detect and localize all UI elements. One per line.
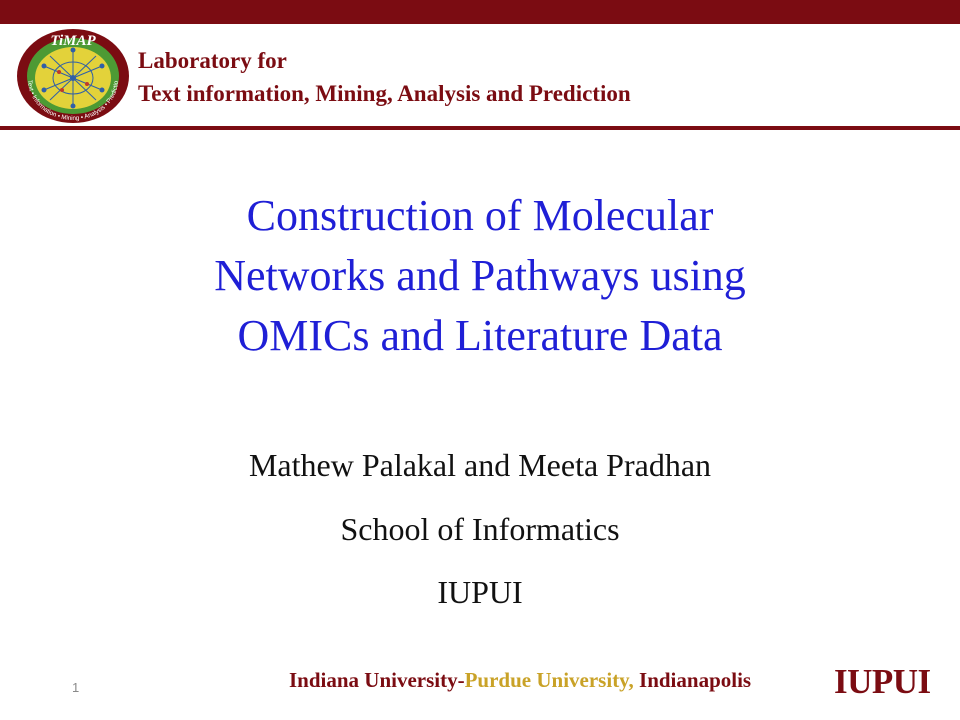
authors-line: Mathew Palakal and Meeta Pradhan (248, 447, 712, 483)
title-line: Construction of Molecular (246, 191, 714, 240)
title-line: OMICs and Literature Data (237, 311, 723, 360)
logo-ring-path: Text • Information • Mining • Analysis • Predictio (25, 79, 121, 123)
slide-title (80, 186, 880, 366)
timap-logo (14, 26, 132, 126)
university-part-iu: Indiana University- (289, 668, 465, 692)
university-part-pu: Purdue University, (464, 668, 640, 692)
iupui-logo: IUPUI (834, 662, 931, 701)
lab-name-line2: Text information, Mining, Analysis and Prediction (138, 81, 631, 106)
logo-title: TiMAP (50, 33, 96, 49)
slide-footer (0, 662, 960, 720)
school-line: School of Informatics (340, 511, 620, 547)
lab-name-line1: Laboratory for (138, 48, 287, 73)
header-divider (0, 126, 960, 130)
university-part-city: Indianapolis (639, 668, 752, 692)
top-banner-bar (0, 0, 960, 24)
page-number: 1 (72, 680, 80, 695)
university-name (289, 668, 751, 693)
title-line: Networks and Pathways using (214, 251, 746, 300)
institution-line: IUPUI (437, 574, 523, 610)
